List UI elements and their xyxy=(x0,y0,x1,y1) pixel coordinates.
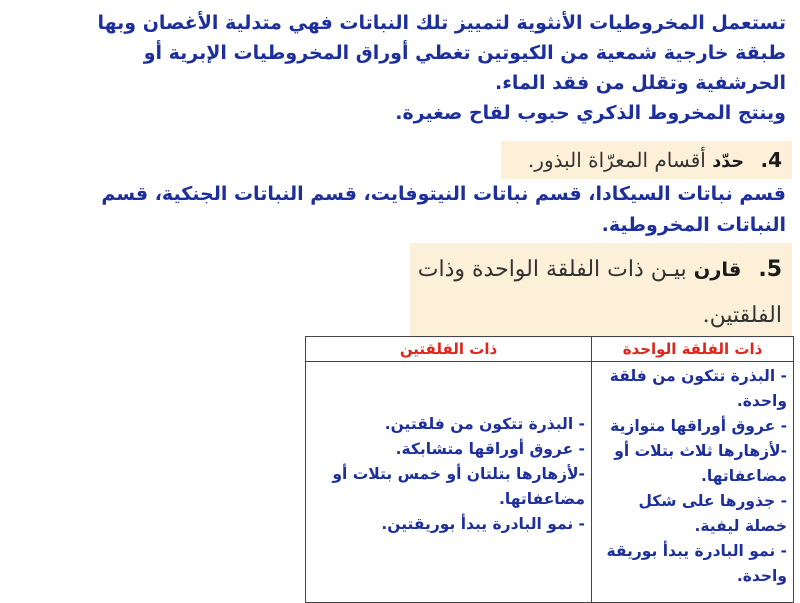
question-number: 5. xyxy=(758,257,782,282)
list-item: -لأزهارها بتلتان أو خمس بتلات أو مضاعفاتها. xyxy=(332,465,585,508)
list-item: - البذرة تتكون من فلقة واحدة. xyxy=(609,367,787,410)
list-item: - نمو البادرة يبدأ بوريقة واحدة. xyxy=(606,542,787,585)
header-monocot: ذات الفلقة الواحدة xyxy=(592,337,794,362)
question-number: 4. xyxy=(760,148,782,172)
question-verb: قارن xyxy=(693,258,742,281)
list-item: - عروق أوراقها متوازية xyxy=(610,417,787,435)
answer-line: وينتج المخروط الذكري حبوب لقاح صغيرة. xyxy=(395,102,786,124)
question-text: أقسام المعرّاة البذور. xyxy=(527,148,706,172)
answer-line: قسم نباتات السيكادا، قسم نباتات النيتوفايت، قسم النباتات الجنكية، قسم xyxy=(101,183,786,205)
question-verb: حدّد xyxy=(712,152,745,172)
question-5-box xyxy=(410,243,792,338)
table-header-row xyxy=(306,337,794,362)
dicot-traits-cell xyxy=(306,362,592,603)
answer-line: النباتات المخروطية. xyxy=(601,214,786,236)
answer-line: تستعمل المخروطيات الأنثوية لتمييز تلك النباتات فهي متدلية الأغصان وبها xyxy=(97,12,786,34)
answer-4-text xyxy=(6,179,786,241)
table-row xyxy=(306,362,794,603)
list-item: - البذرة تتكون من فلقتين. xyxy=(384,415,585,433)
list-item: -لأزهارها ثلاث بتلات أو مضاعفاتها. xyxy=(614,442,787,485)
list-item: - جذورها على شكل خصلة ليفية. xyxy=(638,492,787,535)
answer-line: الحرشفية وتقلل من فقد الماء. xyxy=(495,72,786,94)
header-dicot: ذات الفلقتين xyxy=(306,337,592,362)
question-line xyxy=(410,247,782,293)
monocot-traits-cell xyxy=(592,362,794,603)
list-item: - عروق أوراقها متشابكة. xyxy=(395,440,585,458)
question-4-box xyxy=(501,141,792,179)
answer-line: طبقة خارجية شمعية من الكيوتين تغطي أوراق المخروطيات الإبرية أو xyxy=(143,42,786,64)
question-text: بيـن ذات الفلقة الواحدة وذات xyxy=(417,257,687,282)
question-text-continued: الفلقتين. xyxy=(702,303,782,328)
answer-3-text xyxy=(6,8,786,128)
list-item: - نمو البادرة يبدأ بوريقتين. xyxy=(381,515,585,533)
comparison-table xyxy=(305,336,794,603)
